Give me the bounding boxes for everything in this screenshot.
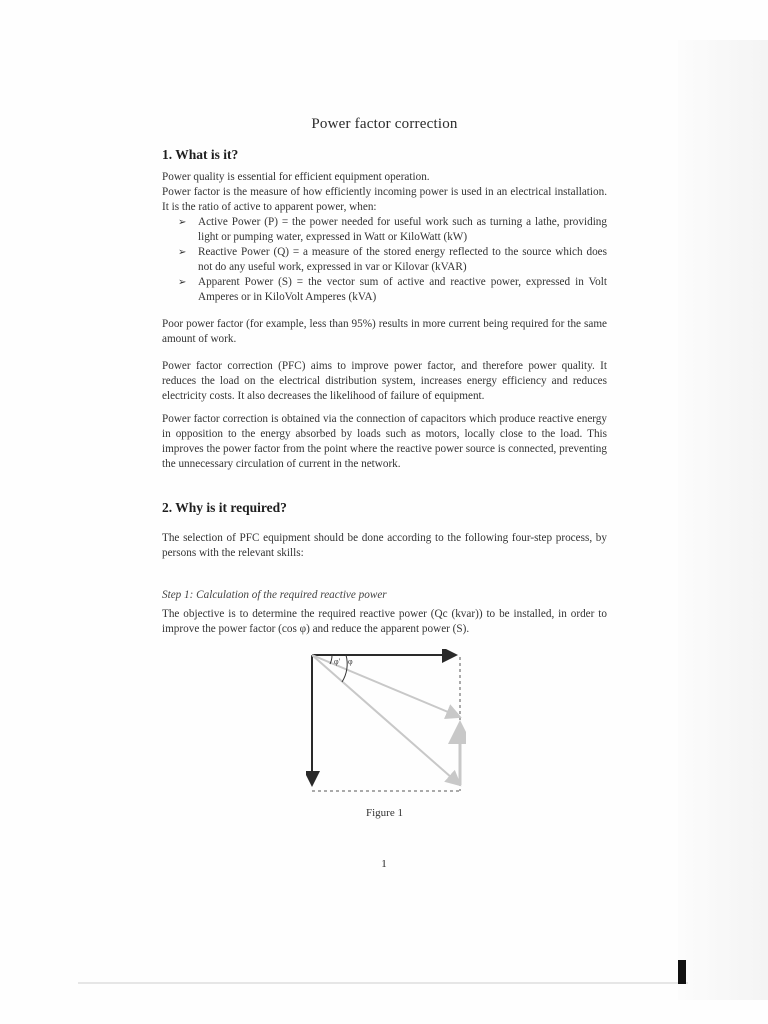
paragraph: Power quality is essential for efficient equipment operation. [162,171,430,183]
page-number: 1 [381,858,387,870]
paragraph: Power factor correction is obtained via the connection of capacitors which produce reactive energy in opposition to the energy absorbed by loads such as motors, locally close to the load. This improves the power factor from the point where the reactive power source is connected, preventing the unnecessary circulation of current in the network. [162,413,607,470]
list-item-text: Reactive Power (Q) = a measure of the stored energy reflected to the source which does not do any useful work, expressed in var or Kilovar (kVAR) [198,246,607,273]
list-item [176,245,607,275]
paragraph: Power factor is the measure of how efficiently incoming power is used in an electrical installation. It is the ratio of active to apparent power, when: [162,186,607,213]
scan-shadow [678,40,768,1000]
angle-label-2: φ [348,657,353,666]
paragraph: The selection of PFC equipment should be done according to the following four-step process, by persons with the relevant skills: [162,532,607,559]
paragraph: Poor power factor (for example, less than 95%) results in more current being required for the same amount of work. [162,318,607,345]
step-title: Step 1: Calculation of the required reactive power [162,589,387,601]
figure-1 [162,649,607,824]
arrow-bullet-icon: ➢ [178,277,187,288]
arrow-bullet-icon: ➢ [178,247,187,258]
figure-caption: Figure 1 [366,807,403,819]
section-heading-why-required: 2. Why is it required? [162,500,287,515]
scan-mark [678,960,686,984]
apparent-power-vector [312,655,460,785]
document-title: Power factor correction [311,116,458,132]
list-item-text: Apparent Power (S) = the vector sum of active and reactive power, expressed in Volt Amperes or in KiloVolt Amperes (kVA) [198,276,607,303]
document-body [162,116,607,824]
scan-edge [78,982,688,984]
list-item-text: Active Power (P) = the power needed for useful work such as turning a lathe, providing light or pumping water, expressed in Watt or KiloWatt (kW) [198,216,607,243]
section-heading-what-is-it: 1. What is it? [162,147,239,162]
power-triangle-diagram [306,649,466,794]
list-item [176,275,607,305]
power-definitions-list [162,215,607,305]
list-item [176,215,607,245]
paragraph: The objective is to determine the required reactive power (Qc (kvar)) to be installed, in order to improve the power factor (cos φ) and reduce the apparent power (S). [162,608,607,635]
angle-label-1: φ' [334,657,341,666]
arrow-bullet-icon: ➢ [178,217,187,228]
paragraph: Power factor correction (PFC) aims to improve power factor, and therefore power quality. It reduces the load on the electrical distribution system, increases energy efficiency and reduces electricity costs. It also decreases the likelihood of failure of equipment. [162,360,607,402]
